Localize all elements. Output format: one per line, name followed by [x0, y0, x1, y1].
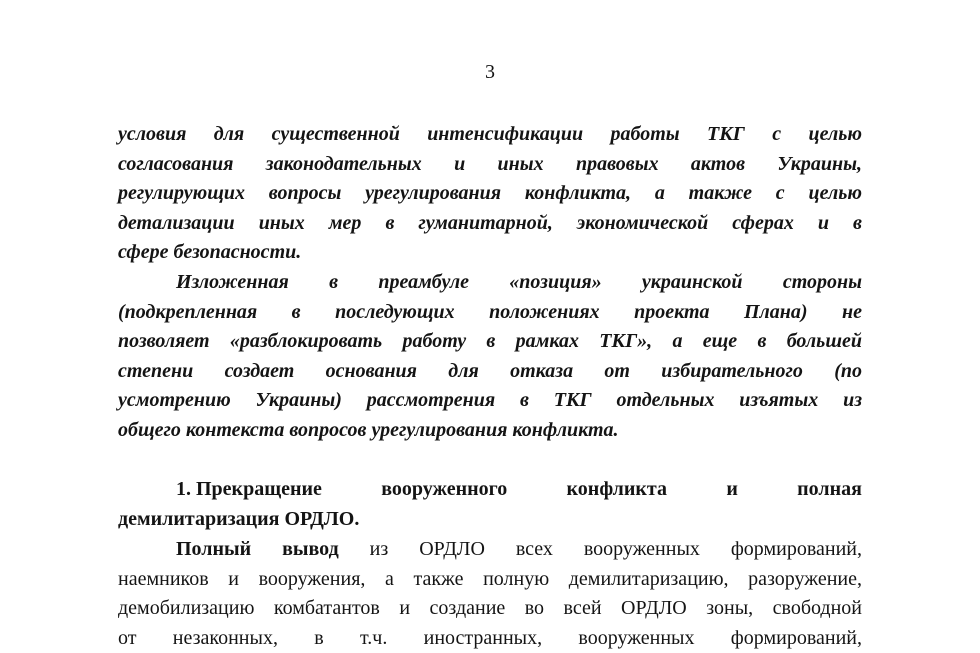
paragraph-line: от незаконных, в т.ч. иностранных, вооруженных формирований,	[118, 626, 862, 649]
heading-word: полная	[797, 478, 862, 500]
paragraph-line: регулирующих вопросы урегулирования конфликта, а также с целью	[118, 182, 862, 205]
paragraph-withdrawal	[118, 535, 862, 653]
paragraph-line: Изложенная в преамбуле «позиция» украинской стороны	[176, 271, 862, 293]
section-heading	[118, 475, 862, 534]
paragraph-position	[118, 268, 862, 446]
paragraph-line: детализации иных мер в гуманитарной, экономической сферах и в	[118, 211, 862, 234]
paragraph-line: степени создает основания для отказа от избирательного (по	[118, 359, 862, 382]
paragraph-line: демобилизацию комбатантов и создание во всей ОРДЛО зоны, свободной	[118, 597, 862, 620]
page-number: 3	[485, 61, 495, 83]
heading-line: демилитаризация ОРДЛО.	[118, 507, 360, 530]
heading-word: конфликта	[566, 478, 667, 500]
heading-word: и	[726, 478, 738, 500]
paragraph-conditions	[118, 120, 862, 268]
lead-text: из ОРДЛО всех вооруженных формирований,	[338, 538, 862, 560]
paragraph-line	[118, 535, 862, 565]
paragraph-line: согласования законодательных и иных правовых актов Украины,	[118, 152, 862, 175]
paragraph-line: общего контекста вопросов урегулирования конфликта.	[118, 418, 619, 441]
paragraph-line: (подкрепленная в последующих положениях проекта Плана) не	[118, 300, 862, 323]
paragraph-line: условия для существенной интенсификации работы ТКГ с целью	[118, 123, 862, 145]
paragraph-line: сфере безопасности.	[118, 241, 302, 264]
lead-emphasis: Полный вывод	[176, 538, 339, 560]
heading-word: 1. Прекращение	[176, 478, 322, 500]
heading-word: вооруженного	[381, 478, 508, 500]
heading-line	[118, 475, 862, 505]
paragraph-line: позволяет «разблокировать работу в рамках ТКГ», а еще в большей	[118, 330, 862, 353]
paragraph-line: усмотрению Украины) рассмотрения в ТКГ отдельных изъятых из	[118, 389, 862, 412]
paragraph-line: наемников и вооружения, а также полную демилитаризацию, разоружение,	[118, 567, 862, 590]
